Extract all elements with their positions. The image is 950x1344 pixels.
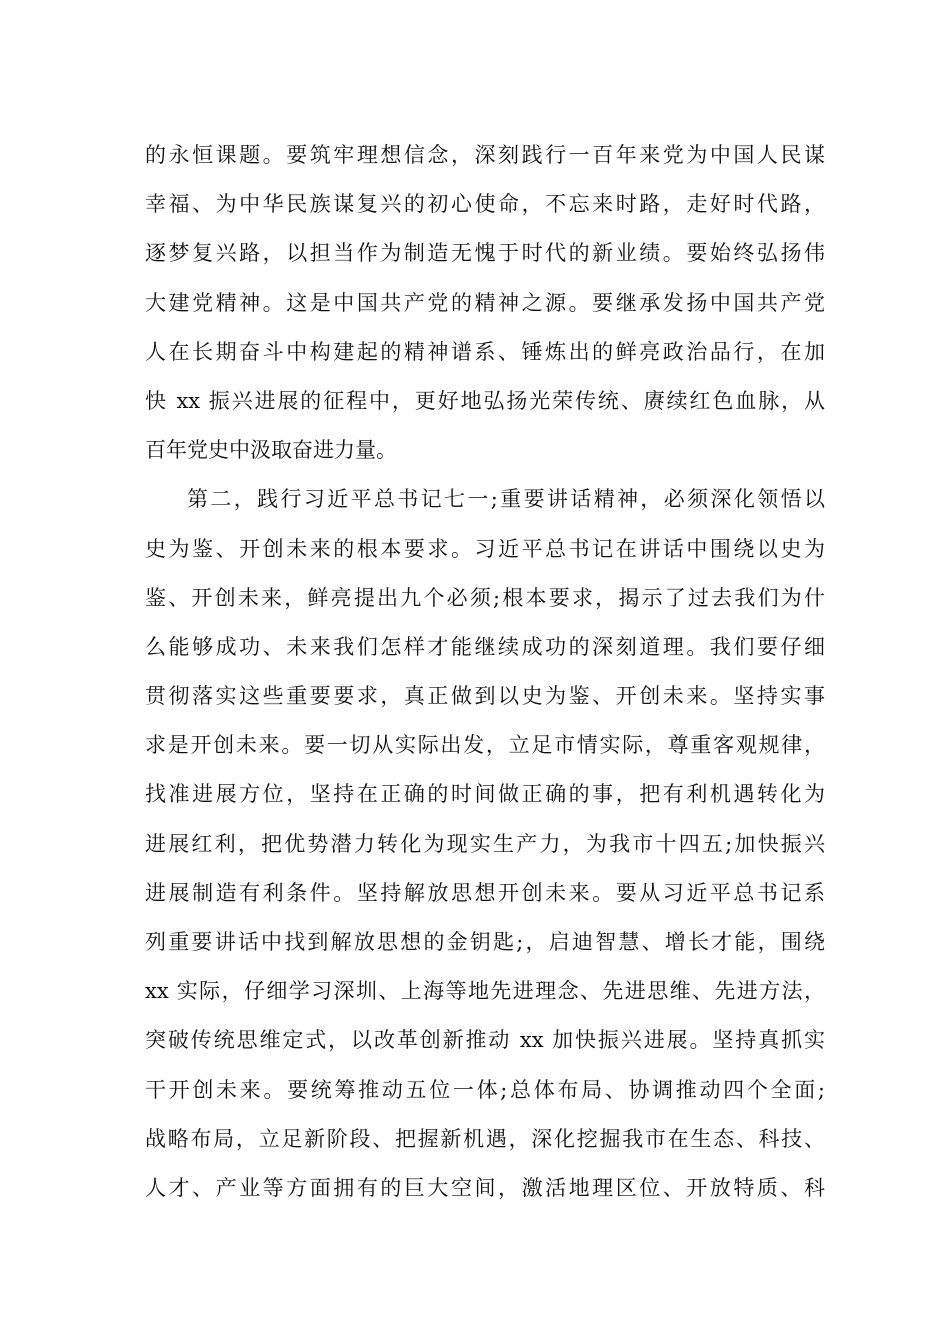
- text-line: 进展制造有利条件。坚持解放思想开创未来。要从习近平总书记系: [145, 880, 825, 905]
- body-text: [145, 131, 825, 1213]
- text-line: 人在长期奋斗中构建起的精神谱系、锤炼出的鲜亮政治品行，在加: [145, 339, 825, 364]
- text-line: 幸福、为中华民族谋复兴的初心使命，不忘来时路，走好时代路，: [145, 192, 825, 217]
- text-line: 找准进展方位，坚持在正确的时间做正确的事，把有利机遇转化为: [145, 782, 825, 807]
- text-line: 列重要讲话中找到解放思想的金钥匙;，启迪智慧、增长才能，围绕: [145, 930, 825, 954]
- text-line: 战略布局，立足新阶段、把握新机遇，深化挖掘我市在生态、科技、: [145, 1126, 825, 1151]
- text-line: 突破传统思维定式，以改革创新推动 xx 加快振兴进展。坚持真抓实: [145, 1028, 825, 1053]
- text-line: xx 实际，仔细学习深圳、上海等地先进理念、先进思维、先进方法，: [145, 979, 825, 1004]
- text-line: 大建党精神。这是中国共产党的精神之源。要继承发扬中国共产党: [145, 290, 825, 315]
- text-line: 人才、产业等方面拥有的巨大空间，激活地理区位、开放特质、科: [145, 1175, 825, 1200]
- text-line: 求是开创未来。要一切从实际出发，立足市情实际，尊重客观规律，: [145, 733, 825, 758]
- text-line: 么能够成功、未来我们怎样才能继续成功的深刻道理。我们要仔细: [145, 634, 825, 659]
- text-line: 贯彻落实这些重要要求，真正做到以史为鉴、开创未来。坚持实事: [145, 684, 825, 709]
- paragraph-end-line: 百年党史中汲取奋进力量。: [145, 438, 397, 463]
- text-line: 干开创未来。要统筹推动五位一体;总体布局、协调推动四个全面;: [145, 1077, 825, 1102]
- paragraph-start-line: 第二，践行习近平总书记七一;重要讲话精神，必须深化领悟以: [187, 487, 825, 512]
- text-line: 逐梦复兴路，以担当作为制造无愧于时代的新业绩。要始终弘扬伟: [145, 241, 825, 266]
- text-line: 快 xx 振兴进展的征程中，更好地弘扬光荣传统、赓续红色血脉，从: [145, 388, 825, 413]
- text-line: 进展红利，把优势潜力转化为现实生产力，为我市十四五;加快振兴: [145, 831, 825, 856]
- text-line: 史为鉴、开创未来的根本要求。习近平总书记在讲话中围绕以史为: [145, 536, 825, 561]
- text-line: 鉴、开创未来，鲜亮提出九个必须;根本要求，揭示了过去我们为什: [145, 585, 825, 610]
- text-line: 的永恒课题。要筑牢理想信念，深刻践行一百年来党为中国人民谋: [145, 143, 825, 167]
